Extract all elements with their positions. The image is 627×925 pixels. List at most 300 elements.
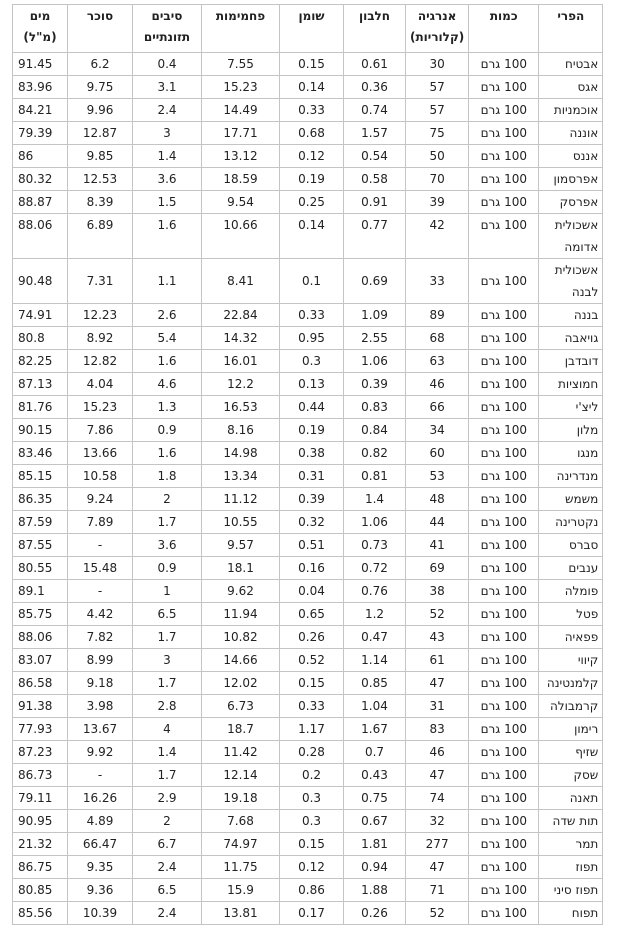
cell-water: 87.59 bbox=[13, 511, 68, 534]
cell-fruit: אננס bbox=[539, 145, 603, 168]
cell-sugar: 13.66 bbox=[68, 442, 133, 465]
cell-protein: 1.88 bbox=[344, 879, 406, 902]
cell-protein: 0.85 bbox=[344, 672, 406, 695]
cell-quantity: 100 גרם bbox=[469, 787, 539, 810]
cell-quantity: 100 גרם bbox=[469, 442, 539, 465]
cell-carbs: 14.66 bbox=[202, 649, 280, 672]
cell-fruit: שזיף bbox=[539, 741, 603, 764]
cell-protein: 0.94 bbox=[344, 856, 406, 879]
cell-energy: 47 bbox=[406, 856, 469, 879]
cell-quantity: 100 גרם bbox=[469, 695, 539, 718]
cell-water: 88.87 bbox=[13, 191, 68, 214]
cell-fiber: 3 bbox=[133, 122, 202, 145]
cell-energy: 31 bbox=[406, 695, 469, 718]
cell-quantity: 100 גרם bbox=[469, 419, 539, 442]
cell-fiber: 1.6 bbox=[133, 442, 202, 465]
header-sugar: סוכר bbox=[68, 5, 133, 53]
cell-protein: 1.57 bbox=[344, 122, 406, 145]
table-row bbox=[13, 511, 603, 534]
cell-fat: 0.65 bbox=[280, 603, 344, 626]
cell-sugar: 7.31 bbox=[68, 259, 133, 304]
cell-fat: 0.14 bbox=[280, 76, 344, 99]
cell-sugar: 7.82 bbox=[68, 626, 133, 649]
cell-water: 80.8 bbox=[13, 327, 68, 350]
cell-sugar: 3.98 bbox=[68, 695, 133, 718]
cell-sugar: 9.24 bbox=[68, 488, 133, 511]
cell-energy: 47 bbox=[406, 764, 469, 787]
cell-fat: 0.14 bbox=[280, 214, 344, 259]
cell-carbs: 12.02 bbox=[202, 672, 280, 695]
cell-fruit: נקטרינה bbox=[539, 511, 603, 534]
cell-sugar: 10.58 bbox=[68, 465, 133, 488]
header-protein: חלבון bbox=[344, 5, 406, 53]
cell-protein: 0.81 bbox=[344, 465, 406, 488]
cell-fat: 0.86 bbox=[280, 879, 344, 902]
table-row bbox=[13, 53, 603, 76]
cell-quantity: 100 גרם bbox=[469, 327, 539, 350]
cell-quantity: 100 גרם bbox=[469, 810, 539, 833]
table-row bbox=[13, 488, 603, 511]
cell-fiber: 4 bbox=[133, 718, 202, 741]
cell-carbs: 16.53 bbox=[202, 396, 280, 419]
cell-fiber: 1.8 bbox=[133, 465, 202, 488]
cell-fruit: מנדרינה bbox=[539, 465, 603, 488]
cell-carbs: 10.82 bbox=[202, 626, 280, 649]
cell-fat: 0.26 bbox=[280, 626, 344, 649]
cell-fruit: תפוז סיני bbox=[539, 879, 603, 902]
cell-fruit: תפוח bbox=[539, 902, 603, 925]
cell-water: 88.06 bbox=[13, 214, 68, 259]
cell-carbs: 7.68 bbox=[202, 810, 280, 833]
cell-fat: 0.38 bbox=[280, 442, 344, 465]
cell-carbs: 13.81 bbox=[202, 902, 280, 925]
cell-protein: 0.47 bbox=[344, 626, 406, 649]
table-row bbox=[13, 122, 603, 145]
cell-fiber: 2.6 bbox=[133, 304, 202, 327]
cell-fiber: 5.4 bbox=[133, 327, 202, 350]
cell-fat: 0.44 bbox=[280, 396, 344, 419]
cell-energy: 277 bbox=[406, 833, 469, 856]
cell-protein: 0.7 bbox=[344, 741, 406, 764]
cell-energy: 70 bbox=[406, 168, 469, 191]
cell-sugar: 4.42 bbox=[68, 603, 133, 626]
cell-fiber: 1.7 bbox=[133, 511, 202, 534]
cell-protein: 0.84 bbox=[344, 419, 406, 442]
cell-protein: 0.36 bbox=[344, 76, 406, 99]
cell-energy: 68 bbox=[406, 327, 469, 350]
cell-protein: 1.14 bbox=[344, 649, 406, 672]
cell-carbs: 9.54 bbox=[202, 191, 280, 214]
cell-protein: 0.82 bbox=[344, 442, 406, 465]
cell-fiber: 1.5 bbox=[133, 191, 202, 214]
cell-sugar: 9.85 bbox=[68, 145, 133, 168]
table-row bbox=[13, 145, 603, 168]
cell-quantity: 100 גרם bbox=[469, 741, 539, 764]
cell-water: 83.46 bbox=[13, 442, 68, 465]
cell-energy: 61 bbox=[406, 649, 469, 672]
cell-carbs: 9.62 bbox=[202, 580, 280, 603]
cell-carbs: 14.32 bbox=[202, 327, 280, 350]
cell-fiber: 0.4 bbox=[133, 53, 202, 76]
cell-water: 87.23 bbox=[13, 741, 68, 764]
cell-sugar: 12.82 bbox=[68, 350, 133, 373]
cell-fiber: 6.7 bbox=[133, 833, 202, 856]
cell-carbs: 18.1 bbox=[202, 557, 280, 580]
cell-energy: 60 bbox=[406, 442, 469, 465]
table-row bbox=[13, 350, 603, 373]
cell-protein: 0.83 bbox=[344, 396, 406, 419]
cell-carbs: 17.71 bbox=[202, 122, 280, 145]
table-row bbox=[13, 580, 603, 603]
cell-energy: 46 bbox=[406, 373, 469, 396]
cell-fat: 0.17 bbox=[280, 902, 344, 925]
cell-quantity: 100 גרם bbox=[469, 626, 539, 649]
cell-quantity: 100 גרם bbox=[469, 396, 539, 419]
cell-carbs: 8.41 bbox=[202, 259, 280, 304]
cell-fat: 0.12 bbox=[280, 145, 344, 168]
cell-fat: 0.04 bbox=[280, 580, 344, 603]
cell-energy: 74 bbox=[406, 787, 469, 810]
table-row bbox=[13, 442, 603, 465]
cell-energy: 50 bbox=[406, 145, 469, 168]
cell-protein: 1.67 bbox=[344, 718, 406, 741]
cell-protein: 0.58 bbox=[344, 168, 406, 191]
cell-carbs: 16.01 bbox=[202, 350, 280, 373]
table-header-row bbox=[13, 5, 603, 53]
cell-water: 86.75 bbox=[13, 856, 68, 879]
cell-fat: 0.28 bbox=[280, 741, 344, 764]
cell-quantity: 100 גרם bbox=[469, 557, 539, 580]
cell-energy: 41 bbox=[406, 534, 469, 557]
cell-fat: 0.51 bbox=[280, 534, 344, 557]
cell-sugar: 15.23 bbox=[68, 396, 133, 419]
cell-fiber: 2.4 bbox=[133, 902, 202, 925]
cell-sugar: 7.89 bbox=[68, 511, 133, 534]
cell-fat: 0.19 bbox=[280, 168, 344, 191]
cell-energy: 34 bbox=[406, 419, 469, 442]
cell-energy: 32 bbox=[406, 810, 469, 833]
cell-fat: 0.1 bbox=[280, 259, 344, 304]
cell-energy: 89 bbox=[406, 304, 469, 327]
cell-water: 87.13 bbox=[13, 373, 68, 396]
table-row bbox=[13, 99, 603, 122]
cell-quantity: 100 גרם bbox=[469, 168, 539, 191]
cell-fiber: 6.5 bbox=[133, 603, 202, 626]
cell-fruit: מנגו bbox=[539, 442, 603, 465]
cell-fat: 0.39 bbox=[280, 488, 344, 511]
cell-fiber: 1.1 bbox=[133, 259, 202, 304]
cell-fruit: ענבים bbox=[539, 557, 603, 580]
cell-fat: 0.12 bbox=[280, 856, 344, 879]
cell-fat: 0.33 bbox=[280, 304, 344, 327]
header-carbs: פחמימות bbox=[202, 5, 280, 53]
cell-fiber: 0.9 bbox=[133, 557, 202, 580]
cell-water: 79.39 bbox=[13, 122, 68, 145]
cell-fat: 0.31 bbox=[280, 465, 344, 488]
table-row bbox=[13, 327, 603, 350]
cell-sugar: - bbox=[68, 534, 133, 557]
header-fiber: סיבים תזונתיים bbox=[133, 5, 202, 53]
cell-carbs: 12.2 bbox=[202, 373, 280, 396]
cell-protein: 0.39 bbox=[344, 373, 406, 396]
cell-energy: 47 bbox=[406, 672, 469, 695]
cell-fiber: 2.9 bbox=[133, 787, 202, 810]
cell-energy: 33 bbox=[406, 259, 469, 304]
cell-quantity: 100 גרם bbox=[469, 511, 539, 534]
cell-carbs: 19.18 bbox=[202, 787, 280, 810]
cell-carbs: 9.57 bbox=[202, 534, 280, 557]
cell-carbs: 18.59 bbox=[202, 168, 280, 191]
cell-fat: 0.25 bbox=[280, 191, 344, 214]
cell-quantity: 100 גרם bbox=[469, 145, 539, 168]
table-row bbox=[13, 856, 603, 879]
cell-protein: 0.73 bbox=[344, 534, 406, 557]
table-row bbox=[13, 304, 603, 327]
cell-water: 86 bbox=[13, 145, 68, 168]
cell-protein: 1.09 bbox=[344, 304, 406, 327]
cell-carbs: 10.66 bbox=[202, 214, 280, 259]
cell-sugar: 8.99 bbox=[68, 649, 133, 672]
cell-water: 84.21 bbox=[13, 99, 68, 122]
cell-energy: 43 bbox=[406, 626, 469, 649]
cell-sugar: 12.87 bbox=[68, 122, 133, 145]
cell-protein: 0.26 bbox=[344, 902, 406, 925]
cell-protein: 0.72 bbox=[344, 557, 406, 580]
cell-quantity: 100 גרם bbox=[469, 603, 539, 626]
cell-carbs: 14.49 bbox=[202, 99, 280, 122]
cell-protein: 1.06 bbox=[344, 511, 406, 534]
cell-fat: 0.3 bbox=[280, 350, 344, 373]
cell-quantity: 100 גרם bbox=[469, 879, 539, 902]
cell-fat: 0.33 bbox=[280, 695, 344, 718]
cell-fiber: 1.4 bbox=[133, 741, 202, 764]
cell-sugar: 8.39 bbox=[68, 191, 133, 214]
table-row bbox=[13, 373, 603, 396]
cell-quantity: 100 גרם bbox=[469, 580, 539, 603]
cell-protein: 0.91 bbox=[344, 191, 406, 214]
cell-fiber: 1.7 bbox=[133, 672, 202, 695]
cell-fat: 0.33 bbox=[280, 99, 344, 122]
cell-energy: 75 bbox=[406, 122, 469, 145]
cell-water: 86.35 bbox=[13, 488, 68, 511]
cell-protein: 1.06 bbox=[344, 350, 406, 373]
cell-quantity: 100 גרם bbox=[469, 534, 539, 557]
cell-quantity: 100 גרם bbox=[469, 718, 539, 741]
table-row bbox=[13, 168, 603, 191]
table-row bbox=[13, 259, 603, 304]
cell-fat: 0.2 bbox=[280, 764, 344, 787]
cell-energy: 53 bbox=[406, 465, 469, 488]
cell-protein: 0.43 bbox=[344, 764, 406, 787]
cell-fiber: 4.6 bbox=[133, 373, 202, 396]
cell-fruit: קרמבולה bbox=[539, 695, 603, 718]
cell-fruit: תאנה bbox=[539, 787, 603, 810]
cell-carbs: 18.7 bbox=[202, 718, 280, 741]
cell-fruit: תמר bbox=[539, 833, 603, 856]
header-fruit: הפרי bbox=[539, 5, 603, 53]
cell-carbs: 14.98 bbox=[202, 442, 280, 465]
cell-fiber: 3.6 bbox=[133, 534, 202, 557]
cell-fruit: פפאיה bbox=[539, 626, 603, 649]
cell-fiber: 2.8 bbox=[133, 695, 202, 718]
cell-fat: 0.16 bbox=[280, 557, 344, 580]
cell-energy: 52 bbox=[406, 902, 469, 925]
cell-quantity: 100 גרם bbox=[469, 122, 539, 145]
cell-water: 79.11 bbox=[13, 787, 68, 810]
cell-sugar: 15.48 bbox=[68, 557, 133, 580]
cell-fat: 1.17 bbox=[280, 718, 344, 741]
cell-sugar: 9.96 bbox=[68, 99, 133, 122]
cell-quantity: 100 גרם bbox=[469, 672, 539, 695]
cell-water: 81.76 bbox=[13, 396, 68, 419]
cell-water: 89.1 bbox=[13, 580, 68, 603]
cell-protein: 2.55 bbox=[344, 327, 406, 350]
table-row bbox=[13, 603, 603, 626]
cell-quantity: 100 גרם bbox=[469, 649, 539, 672]
cell-fruit: אפרסק bbox=[539, 191, 603, 214]
cell-energy: 42 bbox=[406, 214, 469, 259]
table-row bbox=[13, 557, 603, 580]
cell-water: 86.58 bbox=[13, 672, 68, 695]
table-row bbox=[13, 879, 603, 902]
table-body bbox=[13, 53, 603, 925]
cell-sugar: 4.04 bbox=[68, 373, 133, 396]
table-row bbox=[13, 718, 603, 741]
cell-sugar: 4.89 bbox=[68, 810, 133, 833]
table-row bbox=[13, 626, 603, 649]
header-fat: שומן bbox=[280, 5, 344, 53]
table-row bbox=[13, 214, 603, 259]
cell-energy: 44 bbox=[406, 511, 469, 534]
cell-water: 82.25 bbox=[13, 350, 68, 373]
cell-energy: 71 bbox=[406, 879, 469, 902]
cell-sugar: 9.35 bbox=[68, 856, 133, 879]
cell-quantity: 100 גרם bbox=[469, 373, 539, 396]
cell-fruit: אשכולית לבנה bbox=[539, 259, 603, 304]
cell-quantity: 100 גרם bbox=[469, 764, 539, 787]
cell-water: 77.93 bbox=[13, 718, 68, 741]
cell-fruit: גויאבה bbox=[539, 327, 603, 350]
cell-water: 80.32 bbox=[13, 168, 68, 191]
cell-carbs: 8.16 bbox=[202, 419, 280, 442]
cell-protein: 0.74 bbox=[344, 99, 406, 122]
cell-energy: 46 bbox=[406, 741, 469, 764]
cell-quantity: 100 גרם bbox=[469, 902, 539, 925]
cell-water: 86.73 bbox=[13, 764, 68, 787]
cell-fruit: אבטיח bbox=[539, 53, 603, 76]
cell-carbs: 11.75 bbox=[202, 856, 280, 879]
cell-fruit: אוננה bbox=[539, 122, 603, 145]
cell-quantity: 100 גרם bbox=[469, 304, 539, 327]
cell-fiber: 3.6 bbox=[133, 168, 202, 191]
cell-protein: 0.77 bbox=[344, 214, 406, 259]
cell-quantity: 100 גרם bbox=[469, 465, 539, 488]
cell-fiber: 1.4 bbox=[133, 145, 202, 168]
cell-fruit: דובדבן bbox=[539, 350, 603, 373]
cell-fat: 0.3 bbox=[280, 787, 344, 810]
cell-carbs: 13.12 bbox=[202, 145, 280, 168]
cell-carbs: 74.97 bbox=[202, 833, 280, 856]
cell-fiber: 1.3 bbox=[133, 396, 202, 419]
cell-protein: 1.4 bbox=[344, 488, 406, 511]
cell-protein: 0.76 bbox=[344, 580, 406, 603]
table-row bbox=[13, 419, 603, 442]
cell-fruit: אפרסמון bbox=[539, 168, 603, 191]
cell-energy: 63 bbox=[406, 350, 469, 373]
cell-water: 83.96 bbox=[13, 76, 68, 99]
cell-quantity: 100 גרם bbox=[469, 856, 539, 879]
cell-fruit: אגס bbox=[539, 76, 603, 99]
cell-sugar: 12.23 bbox=[68, 304, 133, 327]
cell-carbs: 15.23 bbox=[202, 76, 280, 99]
table-row bbox=[13, 465, 603, 488]
cell-fiber: 1 bbox=[133, 580, 202, 603]
table-row bbox=[13, 833, 603, 856]
cell-energy: 48 bbox=[406, 488, 469, 511]
cell-sugar: 9.92 bbox=[68, 741, 133, 764]
cell-carbs: 15.9 bbox=[202, 879, 280, 902]
cell-carbs: 11.42 bbox=[202, 741, 280, 764]
cell-protein: 0.69 bbox=[344, 259, 406, 304]
cell-quantity: 100 גרם bbox=[469, 99, 539, 122]
cell-sugar: 6.89 bbox=[68, 214, 133, 259]
cell-fat: 0.19 bbox=[280, 419, 344, 442]
cell-energy: 39 bbox=[406, 191, 469, 214]
table-row bbox=[13, 902, 603, 925]
cell-sugar: 9.36 bbox=[68, 879, 133, 902]
cell-carbs: 10.55 bbox=[202, 511, 280, 534]
cell-fruit: בננה bbox=[539, 304, 603, 327]
cell-fruit: משמש bbox=[539, 488, 603, 511]
cell-water: 90.15 bbox=[13, 419, 68, 442]
cell-water: 91.38 bbox=[13, 695, 68, 718]
cell-fiber: 0.9 bbox=[133, 419, 202, 442]
cell-energy: 69 bbox=[406, 557, 469, 580]
cell-sugar: 9.18 bbox=[68, 672, 133, 695]
cell-energy: 66 bbox=[406, 396, 469, 419]
cell-carbs: 22.84 bbox=[202, 304, 280, 327]
cell-fruit: אשכולית אדומה bbox=[539, 214, 603, 259]
cell-water: 87.55 bbox=[13, 534, 68, 557]
cell-fat: 0.68 bbox=[280, 122, 344, 145]
cell-fiber: 6.5 bbox=[133, 879, 202, 902]
cell-fiber: 1.7 bbox=[133, 626, 202, 649]
cell-water: 91.45 bbox=[13, 53, 68, 76]
cell-fruit: פומלה bbox=[539, 580, 603, 603]
cell-energy: 52 bbox=[406, 603, 469, 626]
cell-water: 90.48 bbox=[13, 259, 68, 304]
cell-fat: 0.15 bbox=[280, 53, 344, 76]
cell-sugar: 8.92 bbox=[68, 327, 133, 350]
cell-water: 90.95 bbox=[13, 810, 68, 833]
cell-sugar: 66.47 bbox=[68, 833, 133, 856]
cell-fruit: קיווי bbox=[539, 649, 603, 672]
cell-water: 21.32 bbox=[13, 833, 68, 856]
cell-fruit: שסק bbox=[539, 764, 603, 787]
cell-protein: 1.04 bbox=[344, 695, 406, 718]
cell-carbs: 11.12 bbox=[202, 488, 280, 511]
header-energy: אנרגיה (קלוריות) bbox=[406, 5, 469, 53]
cell-fruit: קלמנטינה bbox=[539, 672, 603, 695]
cell-protein: 0.75 bbox=[344, 787, 406, 810]
cell-fiber: 3 bbox=[133, 649, 202, 672]
table-row bbox=[13, 810, 603, 833]
cell-carbs: 7.55 bbox=[202, 53, 280, 76]
cell-sugar: 7.86 bbox=[68, 419, 133, 442]
cell-quantity: 100 גרם bbox=[469, 214, 539, 259]
cell-carbs: 11.94 bbox=[202, 603, 280, 626]
cell-fiber: 1.6 bbox=[133, 214, 202, 259]
